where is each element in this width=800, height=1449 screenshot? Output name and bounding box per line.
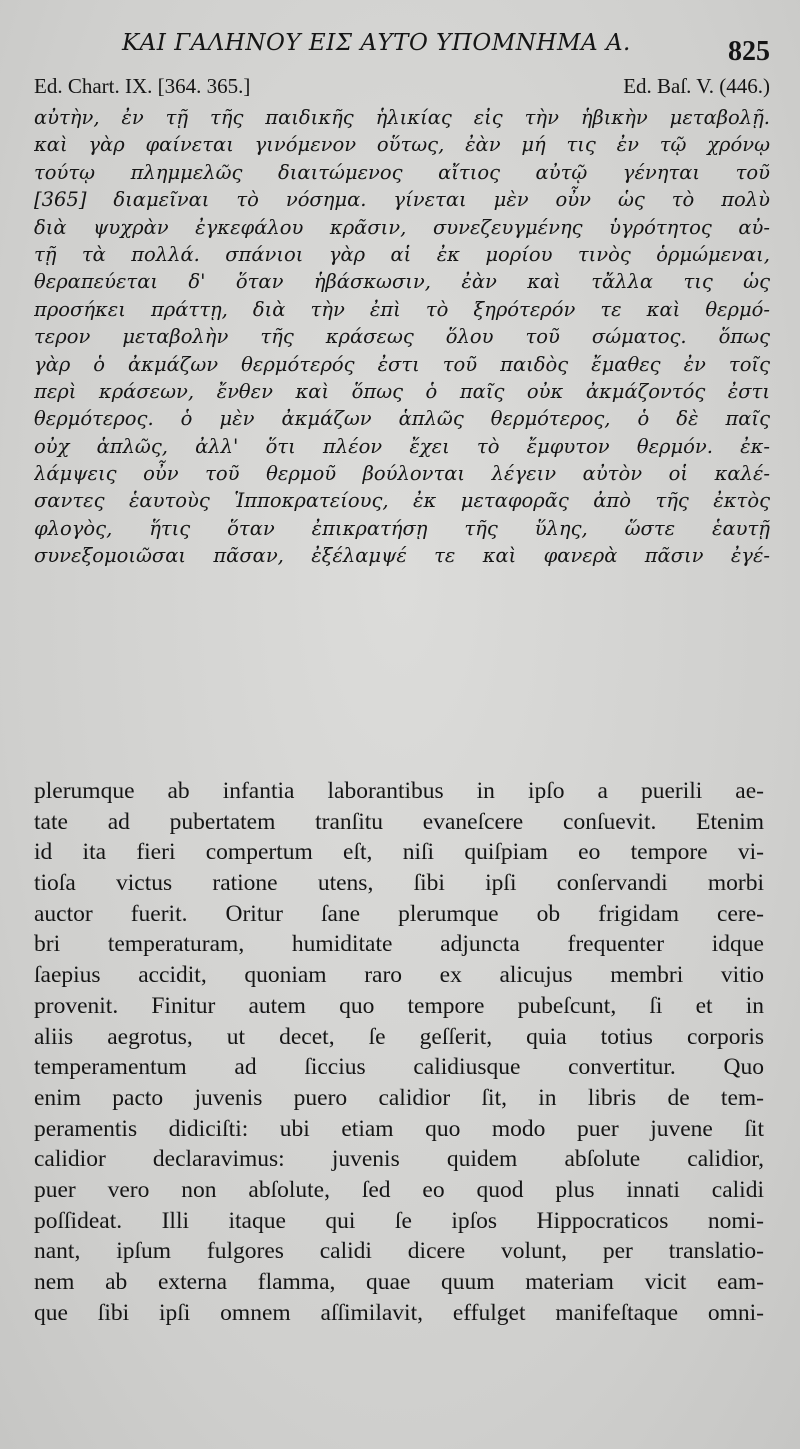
greek-text-line: γὰρ ὁ ἀκμάζων θερμότερός ἐστι τοῦ παιδὸς ἔμαθες ἐν τοῖς [34, 352, 770, 376]
latin-text-line: calidior declaravimus: juvenis quidem abſolute calidior, [34, 1146, 764, 1173]
bleed-through-shadow [30, 706, 770, 730]
greek-text-block [34, 104, 770, 570]
greek-text-line: προσήκει πράττῃ, διὰ τὴν ἐπὶ τὸ ξηρότερόν τε καὶ θερμό- [34, 297, 770, 321]
latin-text-line: aliis aegrotus, ut decet, ſe geſſerit, quia totius corporis [34, 1023, 764, 1050]
latin-text-line: nant, ipſum fulgores calidi dicere volunt, per translatio- [34, 1238, 764, 1265]
edition-reference-chartier: Ed. Chart. IX. [364. 365.] [34, 74, 251, 98]
greek-text-line: καὶ γὰρ φαίνεται γινόμενον οὕτως, ἐὰν μή τις ἐν τῷ χρόνῳ [34, 133, 770, 157]
greek-text-line: αὐτὴν, ἐν τῇ τῆς παιδικῆς ἡλικίας εἰς τὴν ἡβικὴν μεταβολῇ. [34, 106, 770, 129]
edition-reference-line [34, 74, 770, 102]
greek-text-line: διὰ ψυχρὰν ἐγκεφάλου κρᾶσιν, συνεζευγμένης ὑγρότητος αὐ- [34, 215, 770, 239]
greek-text-line: συνεξομοιῶσαι πᾶσαν, ἐξέλαμψέ τε καὶ φανερὰ πᾶσιν ἐγέ- [34, 544, 770, 568]
greek-text-line: τούτῳ πλημμελῶς διαιτώμενος αἴτιος αὐτῷ γένηται τοῦ [34, 160, 770, 184]
latin-text-line: temperamentum ad ſiccius calidiusque convertitur. Quo [34, 1054, 764, 1081]
latin-text-line: tate ad pubertatem tranſitu evaneſcere conſuevit. Etenim [34, 808, 764, 835]
latin-text-line: plerumque ab infantia laborantibus in ipſo a puerili ae- [34, 778, 764, 804]
greek-text-line: τερον μεταβολὴν τῆς κράσεως ὅλου τοῦ σώματος. ὅπως [34, 325, 770, 349]
latin-text-line: tioſa victus ratione utens, ſibi ipſi conſervandi morbi [34, 870, 764, 897]
greek-text-line: τῇ τὰ πολλά. σπάνιοι γὰρ αἱ ἐκ μορίου τινὸς ὁρμώμεναι, [34, 242, 770, 266]
latin-text-line: ſaepius accidit, quoniam raro ex alicujus membri vitio [34, 962, 764, 989]
latin-text-line: que ſibi ipſi omnem aſſimilavit, effulget manifeſtaque omni- [34, 1299, 764, 1326]
latin-text-line: nem ab externa flamma, quae quum materiam vicit eam- [34, 1269, 764, 1295]
page-number: 825 [728, 36, 770, 67]
latin-text-line: auctor fuerit. Oritur ſane plerumque ob frigidam cere- [34, 900, 764, 927]
greek-text-line: [365] διαμεῖναι τὸ νόσημα. γίνεται μὲν οὖν ὡς τὸ πολὺ [34, 188, 770, 212]
latin-text-line: id ita fieri compertum eſt, niſi quiſpiam eo tempore vi- [34, 839, 764, 866]
latin-text-line: bri temperaturam, humiditate adjuncta frequenter idque [34, 931, 764, 958]
running-title: ΚΑΙ ΓΑΛΗΝΟΥ ΕΙΣ ΑΥΤΟ ΥΠΟΜΝΗΜΑ Α. [122, 30, 631, 56]
edition-reference-basel: Ed. Baſ. V. (446.) [623, 74, 770, 98]
latin-text-line: poſſideat. Illi itaque qui ſe ipſos Hippocraticos nomi- [34, 1207, 764, 1234]
greek-text-line: σαντες ἑαυτοὺς Ἱπποκρατείους, ἐκ μεταφορᾶς ἀπὸ τῆς ἐκτὸς [34, 489, 770, 513]
latin-text-line: provenit. Finitur autem quo tempore pubeſcunt, ſi et in [34, 992, 764, 1019]
greek-text-line: θερμότερος. ὁ μὲν ἀκμάζων ἁπλῶς θερμότερος, ὁ δὲ παῖς [34, 407, 770, 431]
greek-text-line: θεραπεύεται δ' ὅταν ἡβάσκωσιν, ἐὰν καὶ τἄλλα τις ὡς [34, 270, 770, 294]
greek-text-line: οὐχ ἁπλῶς, ἀλλ' ὅτι πλέον ἔχει τὸ ἔμφυτον θερμόν. ἐκ- [34, 434, 770, 458]
page-header [0, 30, 800, 70]
latin-text-line: enim pacto juvenis puero calidior ſit, in libris de tem- [34, 1084, 764, 1111]
greek-text-line: περὶ κράσεων, ἔνθεν καὶ ὅπως ὁ παῖς οὐκ ἀκμάζοντός ἐστι [34, 379, 770, 403]
latin-text-line: peramentis didiciſti: ubi etiam quo modo puer juvene ſit [34, 1115, 764, 1142]
greek-text-line: λάμψεις οὖν τοῦ θερμοῦ βούλονται λέγειν αὐτὸν οἱ καλέ- [34, 462, 770, 486]
greek-text-line: φλογὸς, ἥτις ὅταν ἐπικρατήσῃ τῆς ὕλης, ὥστε ἑαυτῇ [34, 516, 770, 540]
latin-text-block [34, 776, 764, 1328]
latin-text-line: puer vero non abſolute, ſed eo quod plus innati calidi [34, 1176, 764, 1203]
